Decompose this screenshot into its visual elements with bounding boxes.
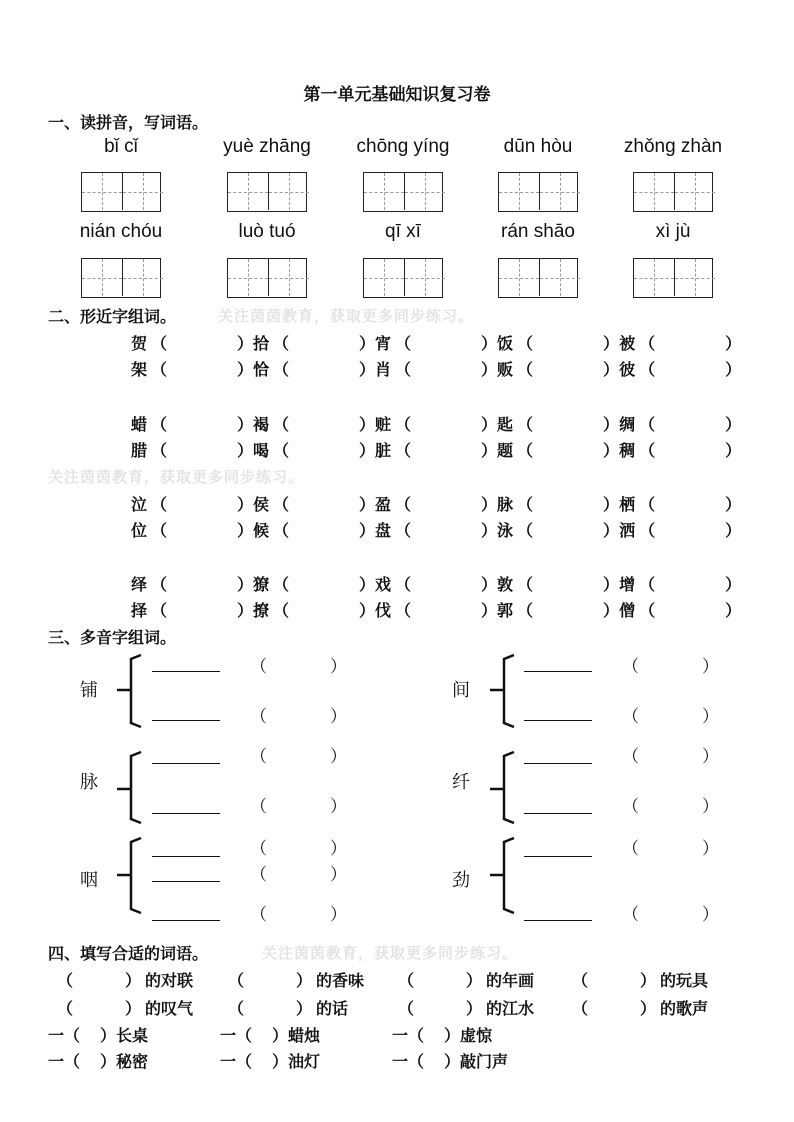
answer-blank[interactable]: （	[395, 360, 412, 379]
answer-blank[interactable]: （	[517, 601, 534, 620]
paren-close: ）	[359, 601, 376, 620]
similar-char: 赃	[375, 415, 392, 434]
answer-blank[interactable]: （	[273, 495, 290, 514]
answer-blank[interactable]: （	[395, 575, 412, 594]
similar-char: 增	[619, 575, 636, 594]
pinyin-paren-close: ）	[330, 905, 347, 925]
answer-blank[interactable]: （	[639, 601, 656, 620]
fill-word: 的玩具	[660, 971, 709, 990]
pinyin-paren-close: ）	[702, 797, 719, 817]
similar-char: 戏	[375, 575, 392, 594]
pinyin-paren-close: ）	[330, 707, 347, 727]
measure-open[interactable]: 一（	[48, 1052, 81, 1071]
similar-char: 僧	[619, 601, 636, 620]
paren-close: ）	[359, 495, 376, 514]
pinyin-label: zhǒng zhàn	[623, 136, 723, 157]
similar-char: 伐	[375, 601, 392, 620]
similar-char: 洒	[619, 521, 636, 540]
similar-char: 腊	[131, 441, 148, 460]
fill-paren-close: ）	[296, 971, 313, 990]
paren-close: ）	[725, 415, 742, 434]
pinyin-paren-close: ）	[330, 865, 347, 885]
measure-word: ）蜡烛	[272, 1026, 321, 1045]
paren-close: ）	[359, 441, 376, 460]
pinyin-paren-close: ）	[330, 747, 347, 767]
fill-paren-open[interactable]: （	[228, 999, 245, 1018]
paren-close: ）	[237, 415, 254, 434]
similar-char: 侯	[253, 495, 270, 514]
measure-open[interactable]: 一（	[392, 1026, 425, 1045]
pinyin-paren-close: ）	[702, 839, 719, 859]
pinyin-label: yuè zhāng	[223, 136, 311, 157]
similar-char: 被	[619, 334, 636, 353]
pinyin-label: luò tuó	[238, 221, 296, 242]
similar-char: 撩	[253, 601, 270, 620]
page-title: 第一单元基础知识复习卷	[303, 85, 491, 105]
similar-char: 敦	[497, 575, 514, 594]
answer-blank[interactable]: （	[151, 415, 168, 434]
similar-char: 拾	[253, 334, 270, 353]
paren-close: ）	[237, 334, 254, 353]
answer-blank[interactable]: （	[273, 441, 290, 460]
answer-blank[interactable]: （	[517, 334, 534, 353]
paren-close: ）	[603, 360, 620, 379]
paren-close: ）	[359, 360, 376, 379]
answer-blank[interactable]: （	[639, 575, 656, 594]
paren-close: ）	[725, 575, 742, 594]
answer-blank[interactable]: （	[273, 415, 290, 434]
section-heading-pinyin: 一、读拼音，写词语。	[48, 113, 209, 132]
fill-word: 的年画	[486, 971, 535, 990]
polyphone-char: 铺	[80, 680, 98, 701]
answer-blank[interactable]: （	[151, 334, 168, 353]
pinyin-label: xì jù	[655, 221, 691, 242]
similar-char: 恰	[253, 360, 270, 379]
fill-paren-open[interactable]: （	[572, 971, 589, 990]
answer-blank[interactable]: （	[273, 334, 290, 353]
answer-blank[interactable]: （	[639, 521, 656, 540]
similar-char: 泣	[131, 495, 148, 514]
pinyin-paren-close: ）	[330, 657, 347, 677]
similar-char: 贩	[497, 360, 514, 379]
watermark: 关注茵茵教育，获取更多同步练习。	[262, 944, 519, 962]
paren-close: ）	[725, 360, 742, 379]
answer-blank[interactable]: （	[639, 360, 656, 379]
similar-char: 稠	[619, 441, 636, 460]
similar-char: 喝	[253, 441, 270, 460]
similar-char: 匙	[497, 415, 514, 434]
paren-close: ）	[725, 334, 742, 353]
paren-close: ）	[359, 415, 376, 434]
section-heading-polyphone: 三、多音字组词。	[48, 628, 177, 647]
similar-char: 盈	[375, 495, 392, 514]
pinyin-paren-close: ）	[702, 747, 719, 767]
paren-close: ）	[481, 334, 498, 353]
paren-close: ）	[481, 601, 498, 620]
answer-blank[interactable]: （	[151, 601, 168, 620]
paren-close: ）	[237, 521, 254, 540]
paren-close: ）	[237, 441, 254, 460]
answer-blank[interactable]: （	[151, 575, 168, 594]
section-heading-fill: 四、填写合适的词语。	[48, 944, 209, 963]
fill-paren-close: ）	[125, 971, 142, 990]
similar-char: 栖	[619, 495, 636, 514]
paren-close: ）	[603, 441, 620, 460]
pinyin-label: chōng yíng	[356, 136, 450, 157]
fill-paren-close: ）	[640, 999, 657, 1018]
paren-close: ）	[481, 575, 498, 594]
similar-char: 宵	[375, 334, 392, 353]
fill-paren-open[interactable]: （	[398, 971, 415, 990]
paren-close: ）	[237, 601, 254, 620]
similar-char: 贺	[131, 334, 148, 353]
pinyin-paren-open[interactable]: （	[250, 865, 267, 885]
paren-close: ）	[603, 521, 620, 540]
paren-close: ）	[725, 521, 742, 540]
answer-blank[interactable]: （	[639, 415, 656, 434]
similar-char: 饭	[497, 334, 514, 353]
fill-paren-close: ）	[125, 999, 142, 1018]
answer-blank[interactable]: （	[517, 521, 534, 540]
answer-blank[interactable]: （	[151, 521, 168, 540]
fill-word: 的叹气	[145, 999, 194, 1018]
pinyin-paren-open[interactable]: （	[622, 905, 639, 925]
fill-word: 的话	[316, 999, 349, 1018]
answer-blank[interactable]: （	[517, 415, 534, 434]
pinyin-paren-open[interactable]: （	[250, 707, 267, 727]
paren-close: ）	[237, 495, 254, 514]
similar-char: 架	[131, 360, 148, 379]
answer-blank[interactable]: （	[517, 495, 534, 514]
paren-close: ）	[725, 495, 742, 514]
answer-blank[interactable]: （	[151, 495, 168, 514]
answer-blank[interactable]: （	[151, 441, 168, 460]
similar-char: 肖	[375, 360, 392, 379]
fill-paren-close: ）	[466, 999, 483, 1018]
fill-word: 的香味	[316, 971, 365, 990]
pinyin-paren-open[interactable]: （	[622, 657, 639, 677]
fill-paren-close: ）	[640, 971, 657, 990]
answer-blank[interactable]: （	[395, 415, 412, 434]
pinyin-paren-open[interactable]: （	[250, 797, 267, 817]
measure-word: ）敲门声	[444, 1052, 509, 1071]
similar-char: 彼	[619, 360, 636, 379]
answer-blank[interactable]: （	[273, 360, 290, 379]
answer-blank[interactable]: （	[517, 441, 534, 460]
similar-char: 褐	[253, 415, 270, 434]
pinyin-paren-open[interactable]: （	[250, 905, 267, 925]
answer-blank[interactable]: （	[395, 495, 412, 514]
similar-char: 蜡	[131, 415, 148, 434]
word-blank[interactable]	[524, 920, 592, 921]
paren-close: ）	[603, 334, 620, 353]
similar-char: 獠	[253, 575, 270, 594]
pinyin-label: nián chóu	[79, 221, 163, 242]
similar-char: 题	[497, 441, 514, 460]
pinyin-paren-open[interactable]: （	[622, 839, 639, 859]
watermark: 关注茵茵教育，获取更多同步练习。	[48, 468, 305, 486]
pinyin-paren-close: ）	[702, 657, 719, 677]
measure-word: ）虚惊	[444, 1026, 493, 1045]
fill-paren-open[interactable]: （	[398, 999, 415, 1018]
word-blank[interactable]	[524, 856, 592, 857]
answer-blank[interactable]: （	[273, 521, 290, 540]
pinyin-label: dūn hòu	[503, 136, 573, 157]
fill-paren-close: ）	[296, 999, 313, 1018]
answer-blank[interactable]: （	[395, 441, 412, 460]
similar-char: 盘	[375, 521, 392, 540]
similar-char: 脏	[375, 441, 392, 460]
pinyin-label: rán shāo	[501, 221, 575, 242]
paren-close: ）	[603, 601, 620, 620]
pinyin-paren-open[interactable]: （	[622, 707, 639, 727]
measure-open[interactable]: 一（	[392, 1052, 425, 1071]
paren-close: ）	[481, 360, 498, 379]
answer-blank[interactable]: （	[395, 334, 412, 353]
measure-word: ）秘密	[100, 1052, 149, 1071]
similar-char: 郭	[497, 601, 514, 620]
paren-close: ）	[603, 415, 620, 434]
paren-close: ）	[481, 521, 498, 540]
polyphone-char: 劲	[452, 870, 470, 891]
polyphone-char: 纤	[452, 772, 470, 793]
answer-blank[interactable]: （	[273, 575, 290, 594]
paren-close: ）	[481, 441, 498, 460]
pinyin-paren-close: ）	[702, 707, 719, 727]
paren-close: ）	[359, 575, 376, 594]
pinyin-paren-close: ）	[702, 905, 719, 925]
fill-paren-open[interactable]: （	[57, 999, 74, 1018]
paren-close: ）	[237, 360, 254, 379]
fill-paren-open[interactable]: （	[228, 971, 245, 990]
similar-char: 绎	[131, 575, 148, 594]
answer-blank[interactable]: （	[517, 575, 534, 594]
pinyin-paren-open[interactable]: （	[250, 839, 267, 859]
paren-close: ）	[603, 575, 620, 594]
paren-close: ）	[603, 495, 620, 514]
pinyin-paren-close: ）	[330, 839, 347, 859]
polyphone-char: 咽	[80, 870, 98, 891]
pinyin-paren-close: ）	[330, 797, 347, 817]
measure-open[interactable]: 一（	[220, 1026, 253, 1045]
answer-blank[interactable]: （	[395, 521, 412, 540]
paren-close: ）	[237, 575, 254, 594]
polyphone-char: 脉	[80, 772, 98, 793]
answer-blank[interactable]: （	[151, 360, 168, 379]
paren-close: ）	[359, 334, 376, 353]
polyphone-char: 间	[452, 680, 470, 701]
similar-char: 泳	[497, 521, 514, 540]
pinyin-paren-open[interactable]: （	[622, 797, 639, 817]
answer-blank[interactable]: （	[273, 601, 290, 620]
measure-word: ）长桌	[100, 1026, 149, 1045]
similar-char: 绸	[619, 415, 636, 434]
fill-paren-close: ）	[466, 971, 483, 990]
pinyin-label: bǐ cǐ	[104, 136, 138, 157]
watermark: 关注茵茵教育，获取更多同步练习。	[218, 307, 475, 325]
measure-open[interactable]: 一（	[48, 1026, 81, 1045]
answer-blank[interactable]: （	[639, 441, 656, 460]
similar-char: 候	[253, 521, 270, 540]
similar-char: 脉	[497, 495, 514, 514]
answer-blank[interactable]: （	[639, 495, 656, 514]
similar-char: 位	[131, 521, 148, 540]
paren-close: ）	[481, 415, 498, 434]
answer-blank[interactable]: （	[639, 334, 656, 353]
paren-close: ）	[725, 441, 742, 460]
paren-close: ）	[725, 601, 742, 620]
fill-word: 的江水	[486, 999, 535, 1018]
section-heading-similar: 二、形近字组词。	[48, 307, 177, 326]
pinyin-paren-open[interactable]: （	[622, 747, 639, 767]
fill-word: 的对联	[145, 971, 194, 990]
measure-open[interactable]: 一（	[220, 1052, 253, 1071]
fill-paren-open[interactable]: （	[57, 971, 74, 990]
similar-char: 择	[131, 601, 148, 620]
answer-blank[interactable]: （	[517, 360, 534, 379]
pinyin-paren-open[interactable]: （	[250, 747, 267, 767]
paren-close: ）	[359, 521, 376, 540]
pinyin-label: qī xī	[385, 221, 421, 242]
fill-paren-open[interactable]: （	[572, 999, 589, 1018]
answer-blank[interactable]: （	[395, 601, 412, 620]
fill-word: 的歌声	[660, 999, 709, 1018]
pinyin-paren-open[interactable]: （	[250, 657, 267, 677]
measure-word: ）油灯	[272, 1052, 321, 1071]
paren-close: ）	[481, 495, 498, 514]
